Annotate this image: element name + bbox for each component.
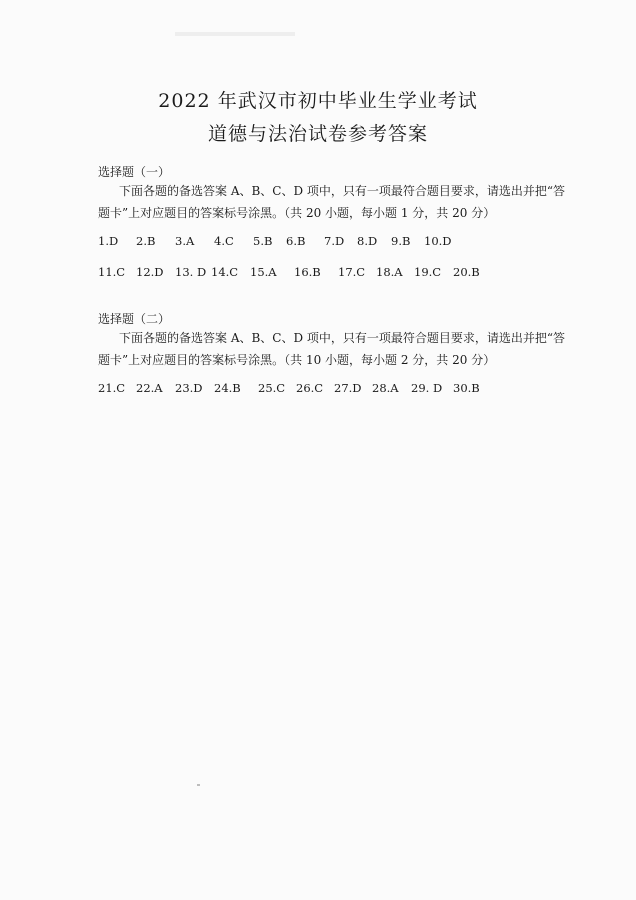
answer-item: 30.B [453,381,480,395]
answer-item: 18.A [376,265,403,279]
answer-item: 26.C [296,381,324,395]
answer-item: 23.D [175,381,203,395]
instruction-line: 题卡”上对应题目的答案标号涂黑。（共 10 小题，每小题 2 分，共 20 分） [98,353,496,367]
answer-item: 16.B [294,265,321,279]
answer-item: 17.C [338,265,366,279]
answer-item: 13. D [175,265,207,279]
answer-item: 29. D [411,381,443,395]
answer-item: 14.C [211,265,239,279]
document-title: 2022 年武汉市初中毕业生学业考试 [158,90,478,112]
answer-item: 21.C [98,381,126,395]
answer-item: 12.D [136,265,164,279]
scan-artifact [175,32,295,36]
instruction-line: 下面各题的备选答案 A、B、C、D 项中，只有一项最符合题目要求，请选出并把“答 [119,184,566,198]
answer-item: 25.C [258,381,286,395]
answer-item: 10.D [424,234,452,248]
section-heading-1: 选择题（一） [98,165,171,179]
instruction-line: 题卡”上对应题目的答案标号涂黑。（共 20 小题，每小题 1 分，共 20 分） [98,206,496,220]
scan-speck [197,784,200,786]
answer-item: 15.A [250,265,277,279]
answer-item: 11.C [98,265,126,279]
answer-item: 2.B [136,234,156,248]
answer-item: 27.D [334,381,362,395]
section-instruction-1 [98,180,566,224]
answer-item: 28.A [372,381,399,395]
answer-item: 8.D [357,234,378,248]
answer-item: 4.C [214,234,234,248]
answer-item: 7.D [324,234,345,248]
answer-item: 20.B [453,265,480,279]
answer-item: 9.B [391,234,411,248]
answer-item: 22.A [136,381,163,395]
answer-item: 19.C [414,265,442,279]
answer-item: 24.B [214,381,241,395]
instruction-line: 下面各题的备选答案 A、B、C、D 项中，只有一项最符合题目要求，请选出并把“答 [119,331,566,345]
section-instruction-2 [98,327,566,371]
document-subtitle: 道德与法治试卷参考答案 [207,123,428,145]
answer-item: 1.D [98,234,119,248]
section-heading-2: 选择题（二） [98,312,171,326]
answer-item: 6.B [286,234,306,248]
answer-item: 3.A [175,234,195,248]
answer-item: 5.B [253,234,273,248]
